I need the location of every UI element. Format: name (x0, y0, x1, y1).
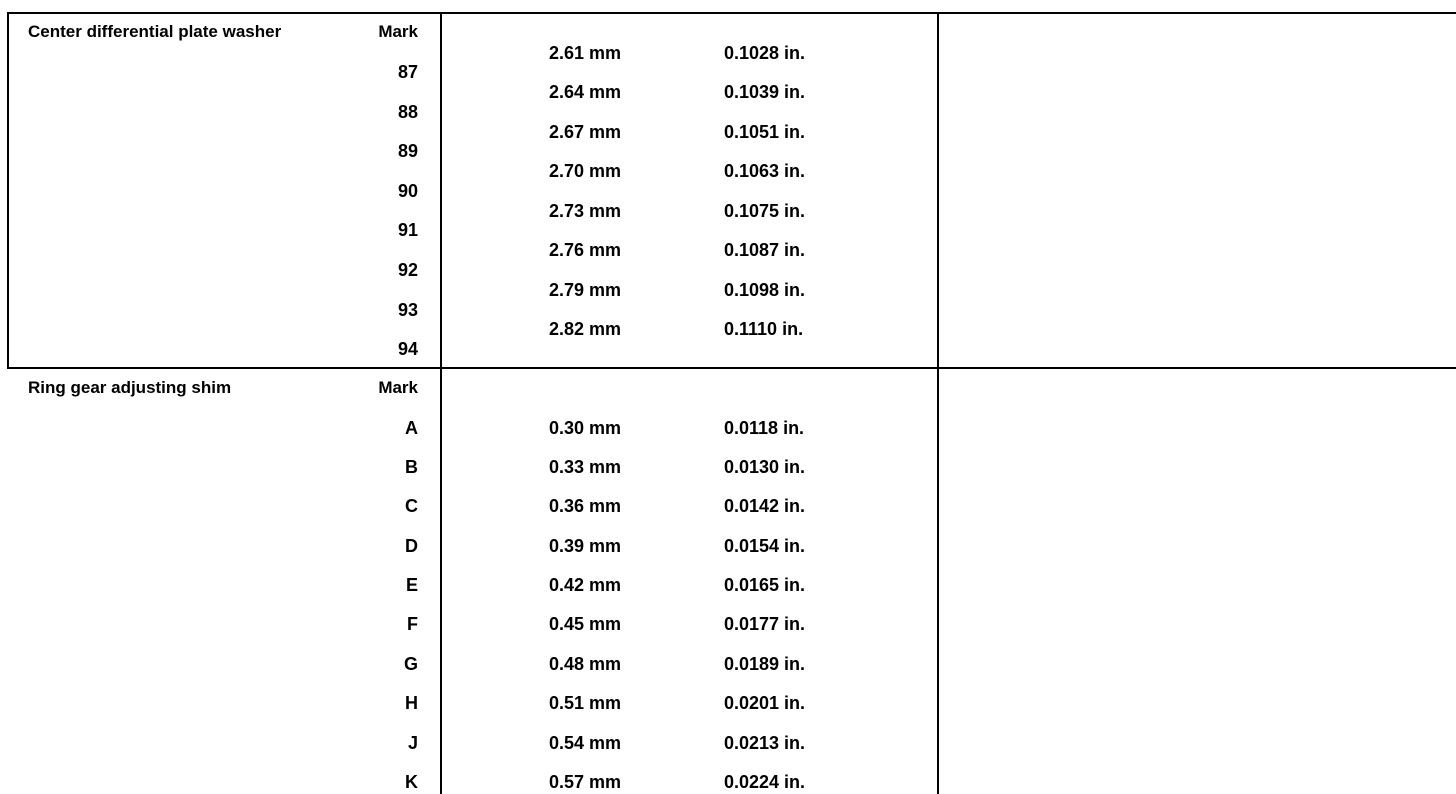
shim-mark: A (405, 418, 418, 438)
shim-thickness-mm: 0.51 mm (549, 693, 622, 713)
washer-thickness-in: 0.1075 in. (724, 201, 806, 221)
shim-thickness-in: 0.0201 in. (724, 693, 806, 713)
washer-thickness-mm: 2.67 mm (549, 122, 622, 142)
washer-mark: 90 (397, 181, 418, 201)
shim-thickness-mm: 0.48 mm (549, 654, 622, 674)
shim-thickness-mm: 0.33 mm (549, 457, 622, 477)
shim-mark: E (405, 575, 418, 595)
washer-mark: 92 (397, 260, 418, 280)
washer-thickness-in: 0.1063 in. (724, 161, 806, 181)
shim-thickness-mm: 0.45 mm (549, 614, 622, 634)
shim-thickness-mm: 0.42 mm (549, 575, 622, 595)
shim-mark: J (407, 733, 418, 753)
shim-mark: D (405, 536, 418, 556)
shim-thickness-mm: 0.39 mm (549, 536, 622, 556)
washer-thickness-mm: 2.73 mm (549, 201, 622, 221)
shim-mark: C (405, 496, 418, 516)
washer-mark: 88 (397, 102, 418, 122)
shim-thickness-mm: 0.54 mm (549, 733, 622, 753)
shim-thickness-mm: 0.36 mm (549, 496, 622, 516)
washer-mark: 91 (397, 220, 418, 240)
table-left-border (7, 12, 9, 369)
shim-mark: B (405, 457, 418, 477)
table-top-border (7, 12, 1456, 14)
shim-thickness-in: 0.0177 in. (724, 614, 806, 634)
shim-thickness-in: 0.0189 in. (724, 654, 806, 674)
column-divider-1 (440, 12, 442, 794)
washer-thickness-mm: 2.70 mm (549, 161, 622, 181)
washer-thickness-mm: 2.61 mm (549, 43, 622, 63)
shim-thickness-in: 0.0154 in. (724, 536, 806, 556)
shim-thickness-in: 0.0118 in. (724, 418, 805, 438)
shim-mark: H (405, 693, 418, 713)
washer-mark: 89 (397, 141, 418, 161)
washer-mark: 87 (397, 62, 418, 82)
shim-thickness-in: 0.0213 in. (724, 733, 806, 753)
section-divider (7, 367, 1456, 369)
washer-thickness-in: 0.1098 in. (724, 280, 806, 300)
washer-mark: 94 (397, 339, 418, 359)
shim-mark: G (403, 654, 418, 674)
column-divider-2 (937, 12, 939, 794)
mark-column-header: Mark (378, 22, 418, 41)
shim-thickness-in: 0.0130 in. (724, 457, 806, 477)
shim-mark: K (405, 772, 418, 792)
shim-thickness-mm: 0.30 mm (549, 418, 622, 438)
washer-thickness-mm: 2.64 mm (549, 82, 622, 102)
washer-thickness-in: 0.1051 in. (724, 122, 806, 142)
washer-thickness-in: 0.1028 in. (724, 43, 806, 63)
shim-mark: F (407, 614, 418, 634)
washer-thickness-in: 0.1110 in. (724, 319, 804, 339)
washer-thickness-in: 0.1039 in. (724, 82, 806, 102)
washer-thickness-mm: 2.76 mm (549, 240, 622, 260)
mark-column-header: Mark (378, 378, 418, 397)
washer-thickness-mm: 2.79 mm (549, 280, 622, 300)
shim-thickness-in: 0.0224 in. (724, 772, 806, 792)
washer-thickness-mm: 2.82 mm (549, 319, 622, 339)
washer-mark: 93 (397, 300, 418, 320)
shim-thickness-in: 0.0165 in. (724, 575, 806, 595)
section-title-center-diff-washer: Center differential plate washer (28, 22, 282, 41)
section-title-ring-gear-shim: Ring gear adjusting shim (28, 378, 232, 397)
shim-thickness-in: 0.0142 in. (724, 496, 806, 516)
shim-thickness-mm: 0.57 mm (549, 772, 622, 792)
washer-thickness-in: 0.1087 in. (724, 240, 806, 260)
